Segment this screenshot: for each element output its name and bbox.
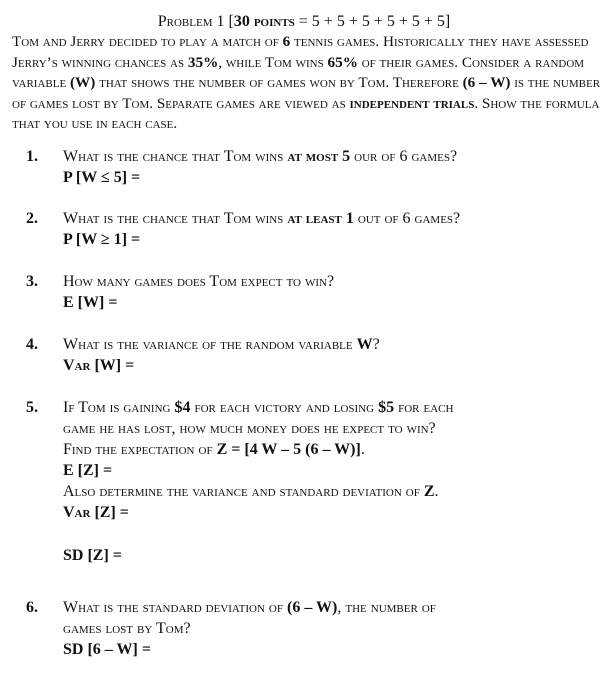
- question-number: 5.: [26, 399, 38, 416]
- variable-w: (W): [70, 74, 96, 92]
- answer-prompt: SD [Z] =: [63, 547, 122, 564]
- question-number: 3.: [26, 273, 38, 290]
- jerry-win-pct: 35%: [187, 53, 219, 71]
- games-lost-expr: (6 – W): [462, 74, 511, 92]
- question-text: Also determine the variance and standard deviation of Z.: [63, 483, 439, 500]
- question-number: 4.: [26, 336, 38, 353]
- title-breakdown: = 5 + 5 + 5 + 5 + 5 + 5]: [294, 13, 451, 30]
- question-text: How many games does Tom expect to win?: [63, 273, 335, 290]
- answer-prompt: P [W ≥ 1] =: [63, 231, 141, 248]
- question-text: What is the standard deviation of (6 – W), the number of: [63, 599, 436, 616]
- question-text: If Tom is gaining $4 for each victory and losing $5 for each: [63, 399, 454, 416]
- answer-prompt: Var [W] =: [63, 357, 135, 374]
- tom-win-pct: 65%: [327, 53, 358, 71]
- answer-prompt: Var [Z] =: [63, 504, 129, 521]
- question-text: What is the chance that Tom wins at least 1 out of 6 games?: [63, 210, 461, 227]
- answer-prompt: SD [6 – W] =: [63, 641, 151, 658]
- independent-trials: independent trials: [349, 94, 475, 112]
- question-text: Find the expectation of Z = [4 W – 5 (6 – W)].: [63, 441, 365, 458]
- question-number: 2.: [26, 210, 38, 227]
- question-number: 6.: [26, 599, 38, 616]
- problem-intro: Tom and Jerry decided to play a match of 6 tennis games. Historically they have assessed Jerry’s winning chances as 35%, while Tom wins 65% of their games. Consider a random variable (W) that shows the number of games won by Tom. Therefore (6 – W) is the number of games lost by Tom. Separate games are viewed as independent trials. Show the formula that you use in each case.: [12, 33, 601, 133]
- question-number: 1.: [26, 148, 38, 165]
- question-text: games lost by Tom?: [63, 620, 191, 637]
- answer-prompt: P [W ≤ 5] =: [63, 169, 141, 186]
- question-text: What is the variance of the random variable W?: [63, 336, 380, 353]
- answer-prompt: E [W] =: [63, 294, 118, 311]
- question-text: game he has lost, how much money does he expect to win?: [63, 420, 436, 437]
- title-points: 30 points: [233, 13, 295, 30]
- title-label: Problem 1 [: [157, 13, 234, 30]
- question-text: What is the chance that Tom wins at most 5 our of 6 games?: [63, 148, 458, 165]
- answer-prompt: E [Z] =: [63, 462, 113, 479]
- games-count: 6: [282, 33, 291, 50]
- problem-title: [0, 13, 608, 31]
